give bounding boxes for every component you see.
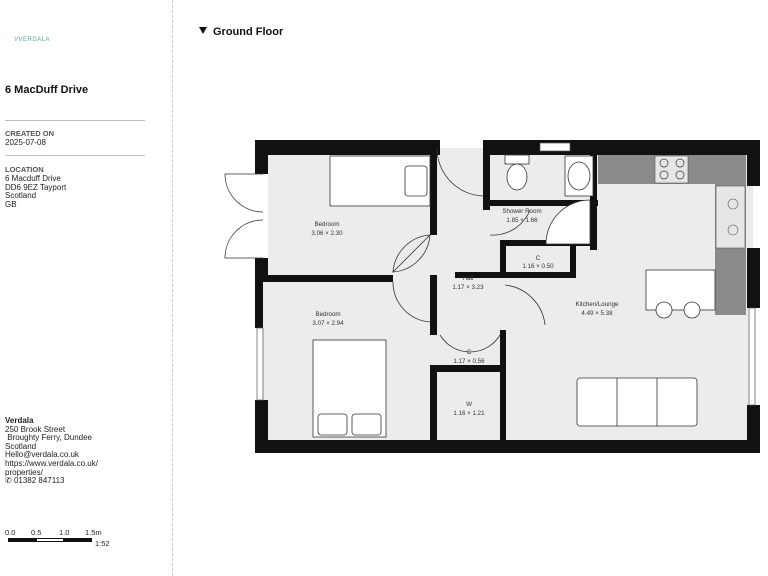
scale-tick: 0.0	[5, 528, 16, 537]
phone-icon: ✆	[5, 476, 12, 486]
company-website-cont[interactable]: properties/	[5, 467, 43, 477]
stool-icon	[684, 302, 700, 318]
room-dims-kitchen: 4.49 × 5.38	[581, 310, 613, 317]
pillow-icon	[352, 414, 381, 435]
company-line: Broughty Ferry, Dundee	[5, 433, 93, 443]
created-date: 2025-07-08	[5, 138, 46, 147]
stool-icon	[656, 302, 672, 318]
room-name-cupboard-1: C	[535, 255, 541, 262]
location-line: 6 Macduff Drive	[5, 174, 61, 183]
pillow-icon	[318, 414, 347, 435]
cistern-icon	[505, 155, 529, 164]
created-label: CREATED ON	[5, 129, 55, 138]
phone-number: 01382 847113	[13, 476, 65, 486]
company-line: Scotland	[5, 441, 37, 451]
sofa-icon	[577, 378, 697, 426]
sink-icon	[716, 186, 745, 248]
company-email[interactable]: Hello@verdala.co.uk	[5, 450, 79, 460]
floor-title-text: Ground Floor	[213, 26, 284, 38]
room-name-kitchen: Kitchen/Lounge	[575, 301, 619, 308]
pillow-icon	[405, 166, 427, 196]
room-name-bedroom-1: Bedroom	[314, 221, 340, 228]
room-dims-bedroom-2: 3.07 × 2.94	[312, 320, 344, 327]
company-website[interactable]: https://www.verdala.co.uk/	[5, 458, 98, 468]
property-address-title: 6 MacDuff Drive	[5, 84, 89, 96]
scale-tick: 1.0	[59, 528, 70, 537]
toilet-icon	[507, 164, 527, 190]
company-name: Verdala	[5, 416, 34, 425]
company-line: 250 Brook Street	[5, 424, 66, 434]
room-name-shower: Shower Room	[502, 208, 542, 215]
brand-logo: VVERDALA	[14, 37, 51, 43]
kitchen-island-icon	[646, 270, 715, 310]
room-dims-hall: 1.17 × 3.23	[452, 284, 484, 291]
room-dims-bedroom-1: 3.06 × 2.30	[311, 230, 343, 237]
location-line: Scotland	[5, 191, 37, 201]
location-line: GB	[5, 199, 17, 209]
room-dims-shower: 1.85 × 1.66	[506, 217, 538, 224]
room-dims-cupboard-1: 1.16 × 0.50	[522, 263, 554, 270]
scale-ratio: 1:52	[95, 539, 110, 548]
room-name-bedroom-2: Bedroom	[315, 311, 341, 318]
room-name-hall: Hall	[462, 275, 474, 282]
scale-tick: 1.5m	[85, 528, 102, 537]
location-label: LOCATION	[5, 165, 44, 174]
room-dims-wardrobe: 1.16 × 1.21	[453, 410, 485, 417]
scale-tick: 0.5	[31, 528, 42, 537]
room-name-wardrobe: W	[466, 401, 472, 408]
entrance-door	[225, 174, 268, 258]
room-dims-cupboard-2: 1.17 × 0.56	[453, 358, 485, 365]
location-line: DD6 9EZ Tayport	[5, 182, 67, 192]
room-name-cupboard-2: C	[466, 349, 472, 356]
